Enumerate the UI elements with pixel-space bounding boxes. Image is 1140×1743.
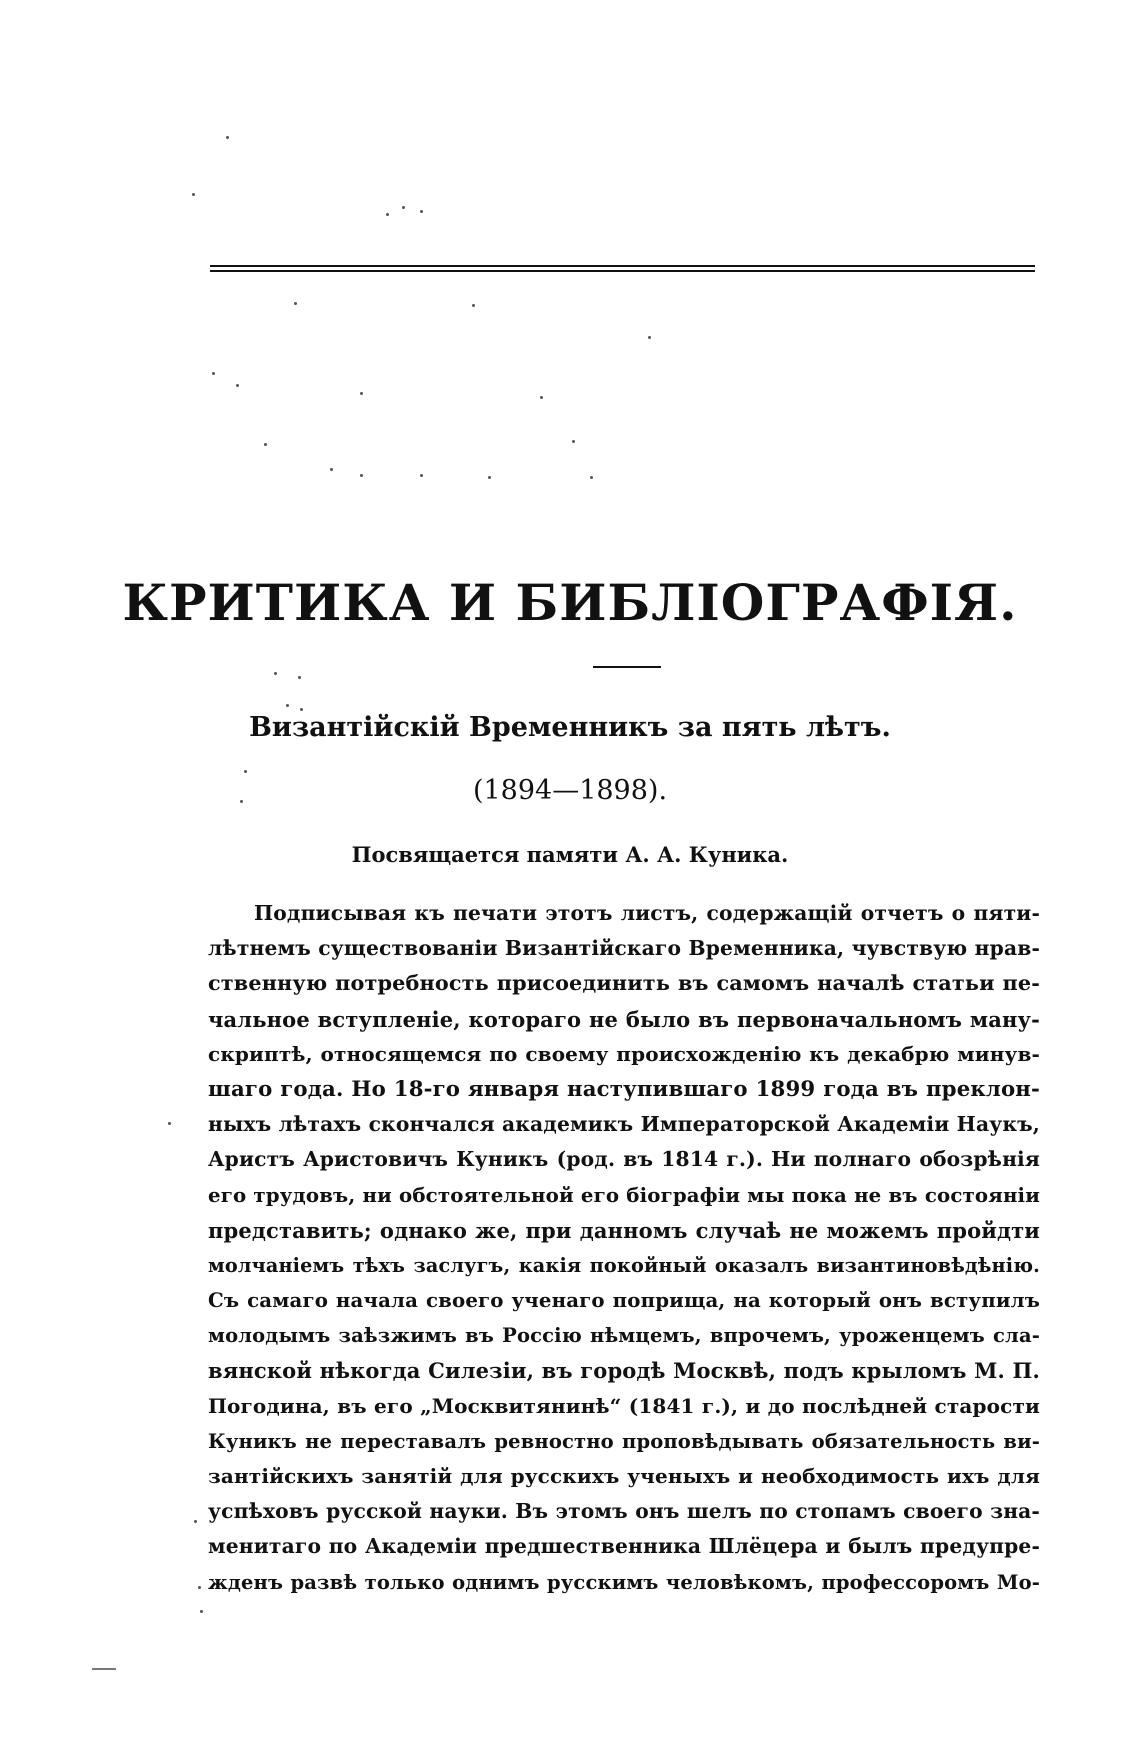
scan-speck <box>590 476 593 479</box>
text-line: ственную потребность присоединить въ самомъ началѣ статьи пе- <box>208 971 1040 996</box>
text-line: зантійскихъ занятій для русскихъ ученыхъ и необходимость ихъ для <box>208 1464 1040 1488</box>
scan-speck <box>244 770 247 773</box>
scan-speck <box>472 304 475 307</box>
text-line: чальное вступленіе, котораго не было въ первоначальномъ ману- <box>208 1006 1040 1032</box>
text-line: молодымъ заѣзжимъ въ Россію нѣмцемъ, впрочемъ, уроженцемъ сла- <box>208 1324 1040 1348</box>
section-title: КРИТИКА И БИБЛІОГРАФІЯ. <box>122 573 1018 632</box>
scan-speck <box>274 672 277 675</box>
article-title: Византійскій Временникъ за пять лѣтъ. <box>249 712 891 743</box>
margin-mark <box>92 1668 116 1670</box>
scan-speck <box>212 372 215 375</box>
text-line: успѣховъ русской науки. Въ этомъ онъ шелъ по стопамъ своего зна- <box>208 1499 1040 1524</box>
scan-speck <box>192 193 195 196</box>
dedication-line: Посвящается памяти А. А. Куника. <box>351 842 789 867</box>
text-line: Съ самаго начала своего ученаго поприща, на который онъ вступилъ <box>208 1288 1040 1313</box>
text-line: жденъ развѣ только однимъ русскимъ человѣкомъ, профессоромъ Мо- <box>208 1570 1040 1594</box>
scan-speck <box>200 1610 203 1613</box>
header-double-rule <box>210 265 1035 272</box>
scan-speck <box>402 206 405 209</box>
scan-speck <box>168 1122 171 1125</box>
text-line: Погодина, въ его „Москвитянинѣ“ (1841 г.), и до послѣдней старости <box>208 1393 1040 1418</box>
text-line: Подписывая къ печати этотъ листъ, содержащій отчетъ о пяти- <box>254 901 1040 925</box>
scan-speck <box>300 708 303 711</box>
title-divider <box>593 666 661 668</box>
text-line: лѣтнемъ существованіи Византійскаго Временника, чувствую нрав- <box>208 936 1040 961</box>
scan-speck <box>572 440 575 443</box>
scan-speck <box>360 392 363 395</box>
text-line: вянской нѣкогда Силезіи, въ городѣ Москвѣ, подъ крыломъ М. П. <box>208 1358 1040 1384</box>
scan-speck <box>298 676 301 679</box>
scan-speck <box>226 136 229 139</box>
scan-speck <box>286 704 289 707</box>
scan-speck <box>236 384 239 387</box>
text-line: скриптѣ, относящемся по своему происхожденію къ декабрю минув- <box>208 1041 1040 1066</box>
scan-speck <box>194 1520 197 1523</box>
scan-speck <box>488 476 491 479</box>
body-paragraph <box>208 896 1040 1600</box>
text-line: Аристъ Аристовичъ Куникъ (род. въ 1814 г.). Ни полнаго обозрѣнія <box>208 1147 1040 1172</box>
scan-speck <box>648 336 651 339</box>
scan-speck <box>360 474 363 477</box>
text-line: его трудовъ, ни обстоятельной его біографіи мы пока не въ состояніи <box>208 1182 1040 1207</box>
scan-speck <box>330 468 333 471</box>
scan-speck <box>264 443 267 446</box>
text-line: ныхъ лѣтахъ скончался академикъ Императорской Академіи Наукъ, <box>208 1112 1040 1137</box>
text-line: представить; однако же, при данномъ случаѣ не можемъ пройдти <box>208 1217 1040 1243</box>
scan-speck <box>420 474 423 477</box>
scan-speck <box>420 210 423 213</box>
scan-speck <box>198 1586 201 1589</box>
article-years: (1894—1898). <box>472 775 668 806</box>
text-line: молчаніемъ тѣхъ заслугъ, какія покойный оказалъ византиновѣдѣнію. <box>208 1253 1040 1277</box>
scan-speck <box>294 302 297 305</box>
scan-speck <box>540 396 543 399</box>
text-line: менитаго по Академіи предшественника Шлёцера и былъ предупре- <box>208 1534 1040 1559</box>
text-line: Куникъ не переставалъ ревностно проповѣдывать обязательность ви- <box>208 1429 1040 1453</box>
text-line: шаго года. Но 18-го января наступившаго 1899 года въ преклон- <box>208 1076 1040 1102</box>
scan-speck <box>386 213 389 216</box>
